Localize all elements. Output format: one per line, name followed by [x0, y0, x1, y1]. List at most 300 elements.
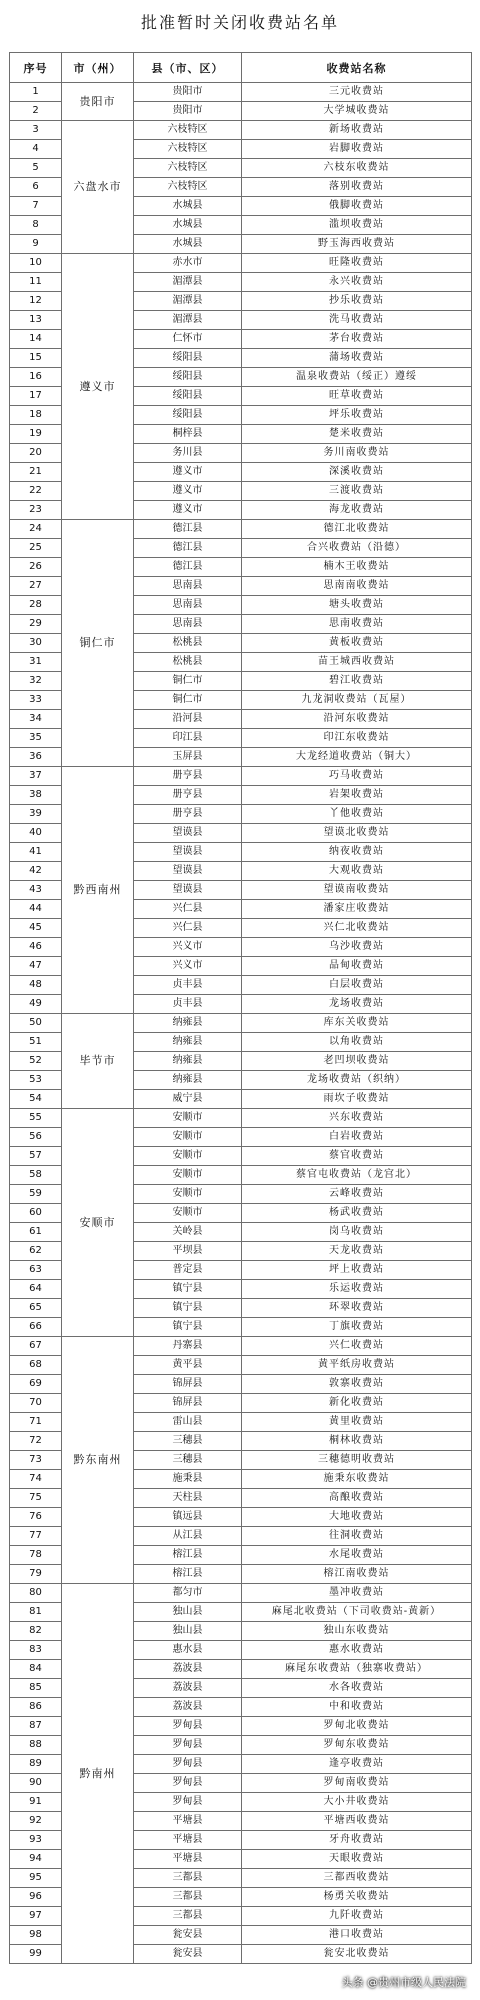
county-cell: 独山县 [134, 1622, 242, 1641]
station-name-cell: 乐运收费站 [242, 1280, 472, 1299]
table-row [10, 1337, 472, 1356]
county-cell: 遵义市 [134, 463, 242, 482]
row-index: 97 [10, 1907, 62, 1926]
county-cell: 纳雍县 [134, 1014, 242, 1033]
row-index: 31 [10, 653, 62, 672]
table-body [10, 83, 472, 1964]
county-cell: 水城县 [134, 235, 242, 254]
county-cell: 务川县 [134, 444, 242, 463]
station-name-cell: 水各收费站 [242, 1679, 472, 1698]
station-name-cell: 往洞收费站 [242, 1527, 472, 1546]
row-index: 65 [10, 1299, 62, 1318]
county-cell: 兴仁县 [134, 900, 242, 919]
row-index: 30 [10, 634, 62, 653]
station-name-cell: 兴东收费站 [242, 1109, 472, 1128]
station-name-cell: 旺隆收费站 [242, 254, 472, 273]
station-name-cell: 海龙收费站 [242, 501, 472, 520]
county-cell: 黄平县 [134, 1356, 242, 1375]
table-row [10, 1109, 472, 1128]
station-name-cell: 罗甸东收费站 [242, 1736, 472, 1755]
row-index: 36 [10, 748, 62, 767]
row-index: 76 [10, 1508, 62, 1527]
county-cell: 册亨县 [134, 786, 242, 805]
row-index: 75 [10, 1489, 62, 1508]
station-name-cell: 三元收费站 [242, 83, 472, 102]
station-name-cell: 蔡官屯收费站（龙宫北） [242, 1166, 472, 1185]
station-name-cell: 楚米收费站 [242, 425, 472, 444]
row-index: 9 [10, 235, 62, 254]
county-cell: 湄潭县 [134, 273, 242, 292]
station-name-cell: 品甸收费站 [242, 957, 472, 976]
station-name-cell: 高酿收费站 [242, 1489, 472, 1508]
station-name-cell: 大地收费站 [242, 1508, 472, 1527]
county-cell: 思南县 [134, 577, 242, 596]
station-name-cell: 墨冲收费站 [242, 1584, 472, 1603]
county-cell: 德江县 [134, 558, 242, 577]
row-index: 52 [10, 1052, 62, 1071]
county-cell: 瓮安县 [134, 1926, 242, 1945]
row-index: 84 [10, 1660, 62, 1679]
station-name-cell: 坪乐收费站 [242, 406, 472, 425]
station-name-cell: 罗甸北收费站 [242, 1717, 472, 1736]
county-cell: 册亨县 [134, 767, 242, 786]
station-name-cell: 沿河东收费站 [242, 710, 472, 729]
row-index: 26 [10, 558, 62, 577]
station-name-cell: 苗王城西收费站 [242, 653, 472, 672]
table-row [10, 1014, 472, 1033]
row-index: 56 [10, 1128, 62, 1147]
station-name-cell: 野玉海西收费站 [242, 235, 472, 254]
station-name-cell: 港口收费站 [242, 1926, 472, 1945]
county-cell: 贞丰县 [134, 995, 242, 1014]
station-name-cell: 俄脚收费站 [242, 197, 472, 216]
station-name-cell: 塘头收费站 [242, 596, 472, 615]
row-index: 68 [10, 1356, 62, 1375]
row-index: 59 [10, 1185, 62, 1204]
county-cell: 遵义市 [134, 501, 242, 520]
row-index: 44 [10, 900, 62, 919]
row-index: 3 [10, 121, 62, 140]
row-index: 39 [10, 805, 62, 824]
station-name-cell: 望谟南收费站 [242, 881, 472, 900]
county-cell: 松桃县 [134, 653, 242, 672]
station-name-cell: 坪上收费站 [242, 1261, 472, 1280]
row-index: 11 [10, 273, 62, 292]
city-cell: 毕节市 [62, 1014, 134, 1109]
row-index: 74 [10, 1470, 62, 1489]
county-cell: 六枝特区 [134, 159, 242, 178]
station-name-cell: 潘家庄收费站 [242, 900, 472, 919]
county-cell: 望谟县 [134, 862, 242, 881]
county-cell: 平塘县 [134, 1812, 242, 1831]
row-index: 15 [10, 349, 62, 368]
station-name-cell: 黄平纸房收费站 [242, 1356, 472, 1375]
county-cell: 望谟县 [134, 881, 242, 900]
row-index: 48 [10, 976, 62, 995]
row-index: 71 [10, 1413, 62, 1432]
station-name-cell: 白岩收费站 [242, 1128, 472, 1147]
county-cell: 遵义市 [134, 482, 242, 501]
row-index: 98 [10, 1926, 62, 1945]
station-name-cell: 温泉收费站（绥正）遵绥 [242, 368, 472, 387]
table-header-row [10, 53, 472, 83]
station-name-cell: 蒲场收费站 [242, 349, 472, 368]
row-index: 41 [10, 843, 62, 862]
row-index: 13 [10, 311, 62, 330]
row-index: 93 [10, 1831, 62, 1850]
station-name-cell: 岗乌收费站 [242, 1223, 472, 1242]
county-cell: 兴义市 [134, 938, 242, 957]
county-cell: 锦屏县 [134, 1375, 242, 1394]
row-index: 80 [10, 1584, 62, 1603]
county-cell: 松桃县 [134, 634, 242, 653]
county-cell: 罗甸县 [134, 1774, 242, 1793]
row-index: 19 [10, 425, 62, 444]
row-index: 40 [10, 824, 62, 843]
station-name-cell: 落别收费站 [242, 178, 472, 197]
county-cell: 铜仁市 [134, 691, 242, 710]
toll-station-table [9, 52, 472, 1964]
header-city: 市（州） [62, 53, 134, 83]
row-index: 79 [10, 1565, 62, 1584]
header-county: 县（市、区） [134, 53, 242, 83]
county-cell: 平坝县 [134, 1242, 242, 1261]
row-index: 34 [10, 710, 62, 729]
station-name-cell: 巧马收费站 [242, 767, 472, 786]
station-name-cell: 瓮安北收费站 [242, 1945, 472, 1964]
row-index: 67 [10, 1337, 62, 1356]
county-cell: 镇远县 [134, 1508, 242, 1527]
row-index: 1 [10, 83, 62, 102]
station-name-cell: 碧江收费站 [242, 672, 472, 691]
row-index: 46 [10, 938, 62, 957]
county-cell: 德江县 [134, 520, 242, 539]
county-cell: 兴仁县 [134, 919, 242, 938]
station-name-cell: 九阡收费站 [242, 1907, 472, 1926]
station-name-cell: 印江东收费站 [242, 729, 472, 748]
station-name-cell: 天眼收费站 [242, 1850, 472, 1869]
row-index: 91 [10, 1793, 62, 1812]
station-name-cell: 洗马收费站 [242, 311, 472, 330]
county-cell: 绥阳县 [134, 368, 242, 387]
station-name-cell: 白层收费站 [242, 976, 472, 995]
county-cell: 纳雍县 [134, 1052, 242, 1071]
row-index: 29 [10, 615, 62, 634]
station-name-cell: 岩脚收费站 [242, 140, 472, 159]
county-cell: 安顺市 [134, 1109, 242, 1128]
station-name-cell: 牙舟收费站 [242, 1831, 472, 1850]
row-index: 82 [10, 1622, 62, 1641]
county-cell: 威宁县 [134, 1090, 242, 1109]
table-row [10, 767, 472, 786]
row-index: 77 [10, 1527, 62, 1546]
county-cell: 三都县 [134, 1888, 242, 1907]
row-index: 35 [10, 729, 62, 748]
county-cell: 镇宁县 [134, 1280, 242, 1299]
station-name-cell: 九龙洞收费站（瓦屋） [242, 691, 472, 710]
station-name-cell: 纳夜收费站 [242, 843, 472, 862]
row-index: 78 [10, 1546, 62, 1565]
table-row [10, 121, 472, 140]
county-cell: 仁怀市 [134, 330, 242, 349]
row-index: 95 [10, 1869, 62, 1888]
station-name-cell: 深溪收费站 [242, 463, 472, 482]
row-index: 10 [10, 254, 62, 273]
county-cell: 镇宁县 [134, 1299, 242, 1318]
row-index: 86 [10, 1698, 62, 1717]
station-name-cell: 云峰收费站 [242, 1185, 472, 1204]
station-name-cell: 乌沙收费站 [242, 938, 472, 957]
county-cell: 望谟县 [134, 843, 242, 862]
station-name-cell: 天龙收费站 [242, 1242, 472, 1261]
county-cell: 水城县 [134, 216, 242, 235]
station-name-cell: 望谟北收费站 [242, 824, 472, 843]
county-cell: 罗甸县 [134, 1793, 242, 1812]
county-cell: 贞丰县 [134, 976, 242, 995]
row-index: 81 [10, 1603, 62, 1622]
county-cell: 荔波县 [134, 1698, 242, 1717]
station-name-cell: 三都西收费站 [242, 1869, 472, 1888]
county-cell: 纳雍县 [134, 1033, 242, 1052]
station-name-cell: 茅台收费站 [242, 330, 472, 349]
row-index: 45 [10, 919, 62, 938]
header-index: 序号 [10, 53, 62, 83]
table-row [10, 254, 472, 273]
station-name-cell: 桐林收费站 [242, 1432, 472, 1451]
county-cell: 瓮安县 [134, 1945, 242, 1964]
row-index: 85 [10, 1679, 62, 1698]
county-cell: 榕江县 [134, 1546, 242, 1565]
county-cell: 六枝特区 [134, 178, 242, 197]
county-cell: 兴义市 [134, 957, 242, 976]
county-cell: 荔波县 [134, 1660, 242, 1679]
station-name-cell: 丫他收费站 [242, 805, 472, 824]
row-index: 7 [10, 197, 62, 216]
watermark: 头条 @贵州市级人民法院 [341, 1976, 466, 1989]
county-cell: 安顺市 [134, 1166, 242, 1185]
header-station-name: 收费站名称 [242, 53, 472, 83]
county-cell: 绥阳县 [134, 406, 242, 425]
station-name-cell: 以角收费站 [242, 1033, 472, 1052]
row-index: 69 [10, 1375, 62, 1394]
city-cell: 铜仁市 [62, 520, 134, 767]
row-index: 61 [10, 1223, 62, 1242]
county-cell: 印江县 [134, 729, 242, 748]
city-cell: 贵阳市 [62, 83, 134, 121]
county-cell: 沿河县 [134, 710, 242, 729]
county-cell: 三都县 [134, 1907, 242, 1926]
row-index: 92 [10, 1812, 62, 1831]
county-cell: 平塘县 [134, 1850, 242, 1869]
county-cell: 安顺市 [134, 1204, 242, 1223]
county-cell: 罗甸县 [134, 1717, 242, 1736]
county-cell: 平塘县 [134, 1831, 242, 1850]
row-index: 4 [10, 140, 62, 159]
county-cell: 荔波县 [134, 1679, 242, 1698]
county-cell: 镇宁县 [134, 1318, 242, 1337]
county-cell: 雷山县 [134, 1413, 242, 1432]
county-cell: 六枝特区 [134, 140, 242, 159]
station-name-cell: 大小井收费站 [242, 1793, 472, 1812]
county-cell: 三都县 [134, 1869, 242, 1888]
row-index: 22 [10, 482, 62, 501]
station-name-cell: 惠水收费站 [242, 1641, 472, 1660]
table-row [10, 520, 472, 539]
row-index: 17 [10, 387, 62, 406]
county-cell: 思南县 [134, 596, 242, 615]
row-index: 66 [10, 1318, 62, 1337]
row-index: 8 [10, 216, 62, 235]
row-index: 51 [10, 1033, 62, 1052]
station-name-cell: 水尾收费站 [242, 1546, 472, 1565]
station-name-cell: 思南收费站 [242, 615, 472, 634]
row-index: 21 [10, 463, 62, 482]
county-cell: 安顺市 [134, 1147, 242, 1166]
row-index: 16 [10, 368, 62, 387]
table-row [10, 83, 472, 102]
county-cell: 玉屏县 [134, 748, 242, 767]
row-index: 5 [10, 159, 62, 178]
row-index: 60 [10, 1204, 62, 1223]
row-index: 96 [10, 1888, 62, 1907]
station-name-cell: 龙场收费站 [242, 995, 472, 1014]
station-name-cell: 黄板收费站 [242, 634, 472, 653]
county-cell: 绥阳县 [134, 349, 242, 368]
row-index: 94 [10, 1850, 62, 1869]
county-cell: 榕江县 [134, 1565, 242, 1584]
row-index: 47 [10, 957, 62, 976]
station-name-cell: 楠木王收费站 [242, 558, 472, 577]
station-name-cell: 独山东收费站 [242, 1622, 472, 1641]
row-index: 55 [10, 1109, 62, 1128]
station-name-cell: 麻尾东收费站（独寨收费站） [242, 1660, 472, 1679]
county-cell: 惠水县 [134, 1641, 242, 1660]
station-name-cell: 抄乐收费站 [242, 292, 472, 311]
station-name-cell: 岩架收费站 [242, 786, 472, 805]
row-index: 28 [10, 596, 62, 615]
county-cell: 思南县 [134, 615, 242, 634]
station-name-cell: 滥坝收费站 [242, 216, 472, 235]
county-cell: 册亨县 [134, 805, 242, 824]
row-index: 99 [10, 1945, 62, 1964]
table-row [10, 1584, 472, 1603]
row-index: 23 [10, 501, 62, 520]
county-cell: 从江县 [134, 1527, 242, 1546]
county-cell: 都匀市 [134, 1584, 242, 1603]
station-name-cell: 大学城收费站 [242, 102, 472, 121]
row-index: 37 [10, 767, 62, 786]
row-index: 57 [10, 1147, 62, 1166]
county-cell: 贵阳市 [134, 102, 242, 121]
county-cell: 望谟县 [134, 824, 242, 843]
row-index: 87 [10, 1717, 62, 1736]
county-cell: 六枝特区 [134, 121, 242, 140]
station-name-cell: 大观收费站 [242, 862, 472, 881]
county-cell: 纳雍县 [134, 1071, 242, 1090]
row-index: 14 [10, 330, 62, 349]
row-index: 62 [10, 1242, 62, 1261]
station-name-cell: 逢亭收费站 [242, 1755, 472, 1774]
station-name-cell: 兴仁收费站 [242, 1337, 472, 1356]
station-name-cell: 思南南收费站 [242, 577, 472, 596]
county-cell: 丹寨县 [134, 1337, 242, 1356]
row-index: 49 [10, 995, 62, 1014]
station-name-cell: 中和收费站 [242, 1698, 472, 1717]
station-name-cell: 兴仁北收费站 [242, 919, 472, 938]
row-index: 89 [10, 1755, 62, 1774]
row-index: 6 [10, 178, 62, 197]
county-cell: 独山县 [134, 1603, 242, 1622]
county-cell: 铜仁市 [134, 672, 242, 691]
station-name-cell: 合兴收费站（沿德） [242, 539, 472, 558]
row-index: 38 [10, 786, 62, 805]
county-cell: 罗甸县 [134, 1755, 242, 1774]
station-name-cell: 环翠收费站 [242, 1299, 472, 1318]
row-index: 12 [10, 292, 62, 311]
station-name-cell: 雨坎子收费站 [242, 1090, 472, 1109]
row-index: 27 [10, 577, 62, 596]
station-name-cell: 罗甸南收费站 [242, 1774, 472, 1793]
row-index: 18 [10, 406, 62, 425]
station-name-cell: 六枝东收费站 [242, 159, 472, 178]
county-cell: 天柱县 [134, 1489, 242, 1508]
city-cell: 安顺市 [62, 1109, 134, 1337]
row-index: 54 [10, 1090, 62, 1109]
row-index: 64 [10, 1280, 62, 1299]
county-cell: 绥阳县 [134, 387, 242, 406]
station-name-cell: 龙场收费站（织纳） [242, 1071, 472, 1090]
row-index: 58 [10, 1166, 62, 1185]
county-cell: 贵阳市 [134, 83, 242, 102]
county-cell: 德江县 [134, 539, 242, 558]
city-cell: 黔西南州 [62, 767, 134, 1014]
county-cell: 施秉县 [134, 1470, 242, 1489]
city-cell: 遵义市 [62, 254, 134, 520]
county-cell: 赤水市 [134, 254, 242, 273]
station-name-cell: 敦寨收费站 [242, 1375, 472, 1394]
county-cell: 湄潭县 [134, 292, 242, 311]
row-index: 43 [10, 881, 62, 900]
county-cell: 锦屏县 [134, 1394, 242, 1413]
station-name-cell: 旺草收费站 [242, 387, 472, 406]
row-index: 33 [10, 691, 62, 710]
county-cell: 安顺市 [134, 1185, 242, 1204]
city-cell: 黔南州 [62, 1584, 134, 1964]
row-index: 70 [10, 1394, 62, 1413]
document-title: 批准暂时关闭收费站名单 [140, 13, 339, 32]
station-name-cell: 三渡收费站 [242, 482, 472, 501]
row-index: 32 [10, 672, 62, 691]
station-name-cell: 蔡官收费站 [242, 1147, 472, 1166]
county-cell: 普定县 [134, 1261, 242, 1280]
row-index: 83 [10, 1641, 62, 1660]
station-name-cell: 德江北收费站 [242, 520, 472, 539]
county-cell: 水城县 [134, 197, 242, 216]
county-cell: 湄潭县 [134, 311, 242, 330]
city-cell: 六盘水市 [62, 121, 134, 254]
county-cell: 桐梓县 [134, 425, 242, 444]
station-name-cell: 新场收费站 [242, 121, 472, 140]
station-name-cell: 平塘西收费站 [242, 1812, 472, 1831]
row-index: 2 [10, 102, 62, 121]
station-name-cell: 榕江南收费站 [242, 1565, 472, 1584]
county-cell: 三穗县 [134, 1432, 242, 1451]
row-index: 88 [10, 1736, 62, 1755]
row-index: 24 [10, 520, 62, 539]
station-name-cell: 务川南收费站 [242, 444, 472, 463]
station-name-cell: 永兴收费站 [242, 273, 472, 292]
station-name-cell: 黄里收费站 [242, 1413, 472, 1432]
